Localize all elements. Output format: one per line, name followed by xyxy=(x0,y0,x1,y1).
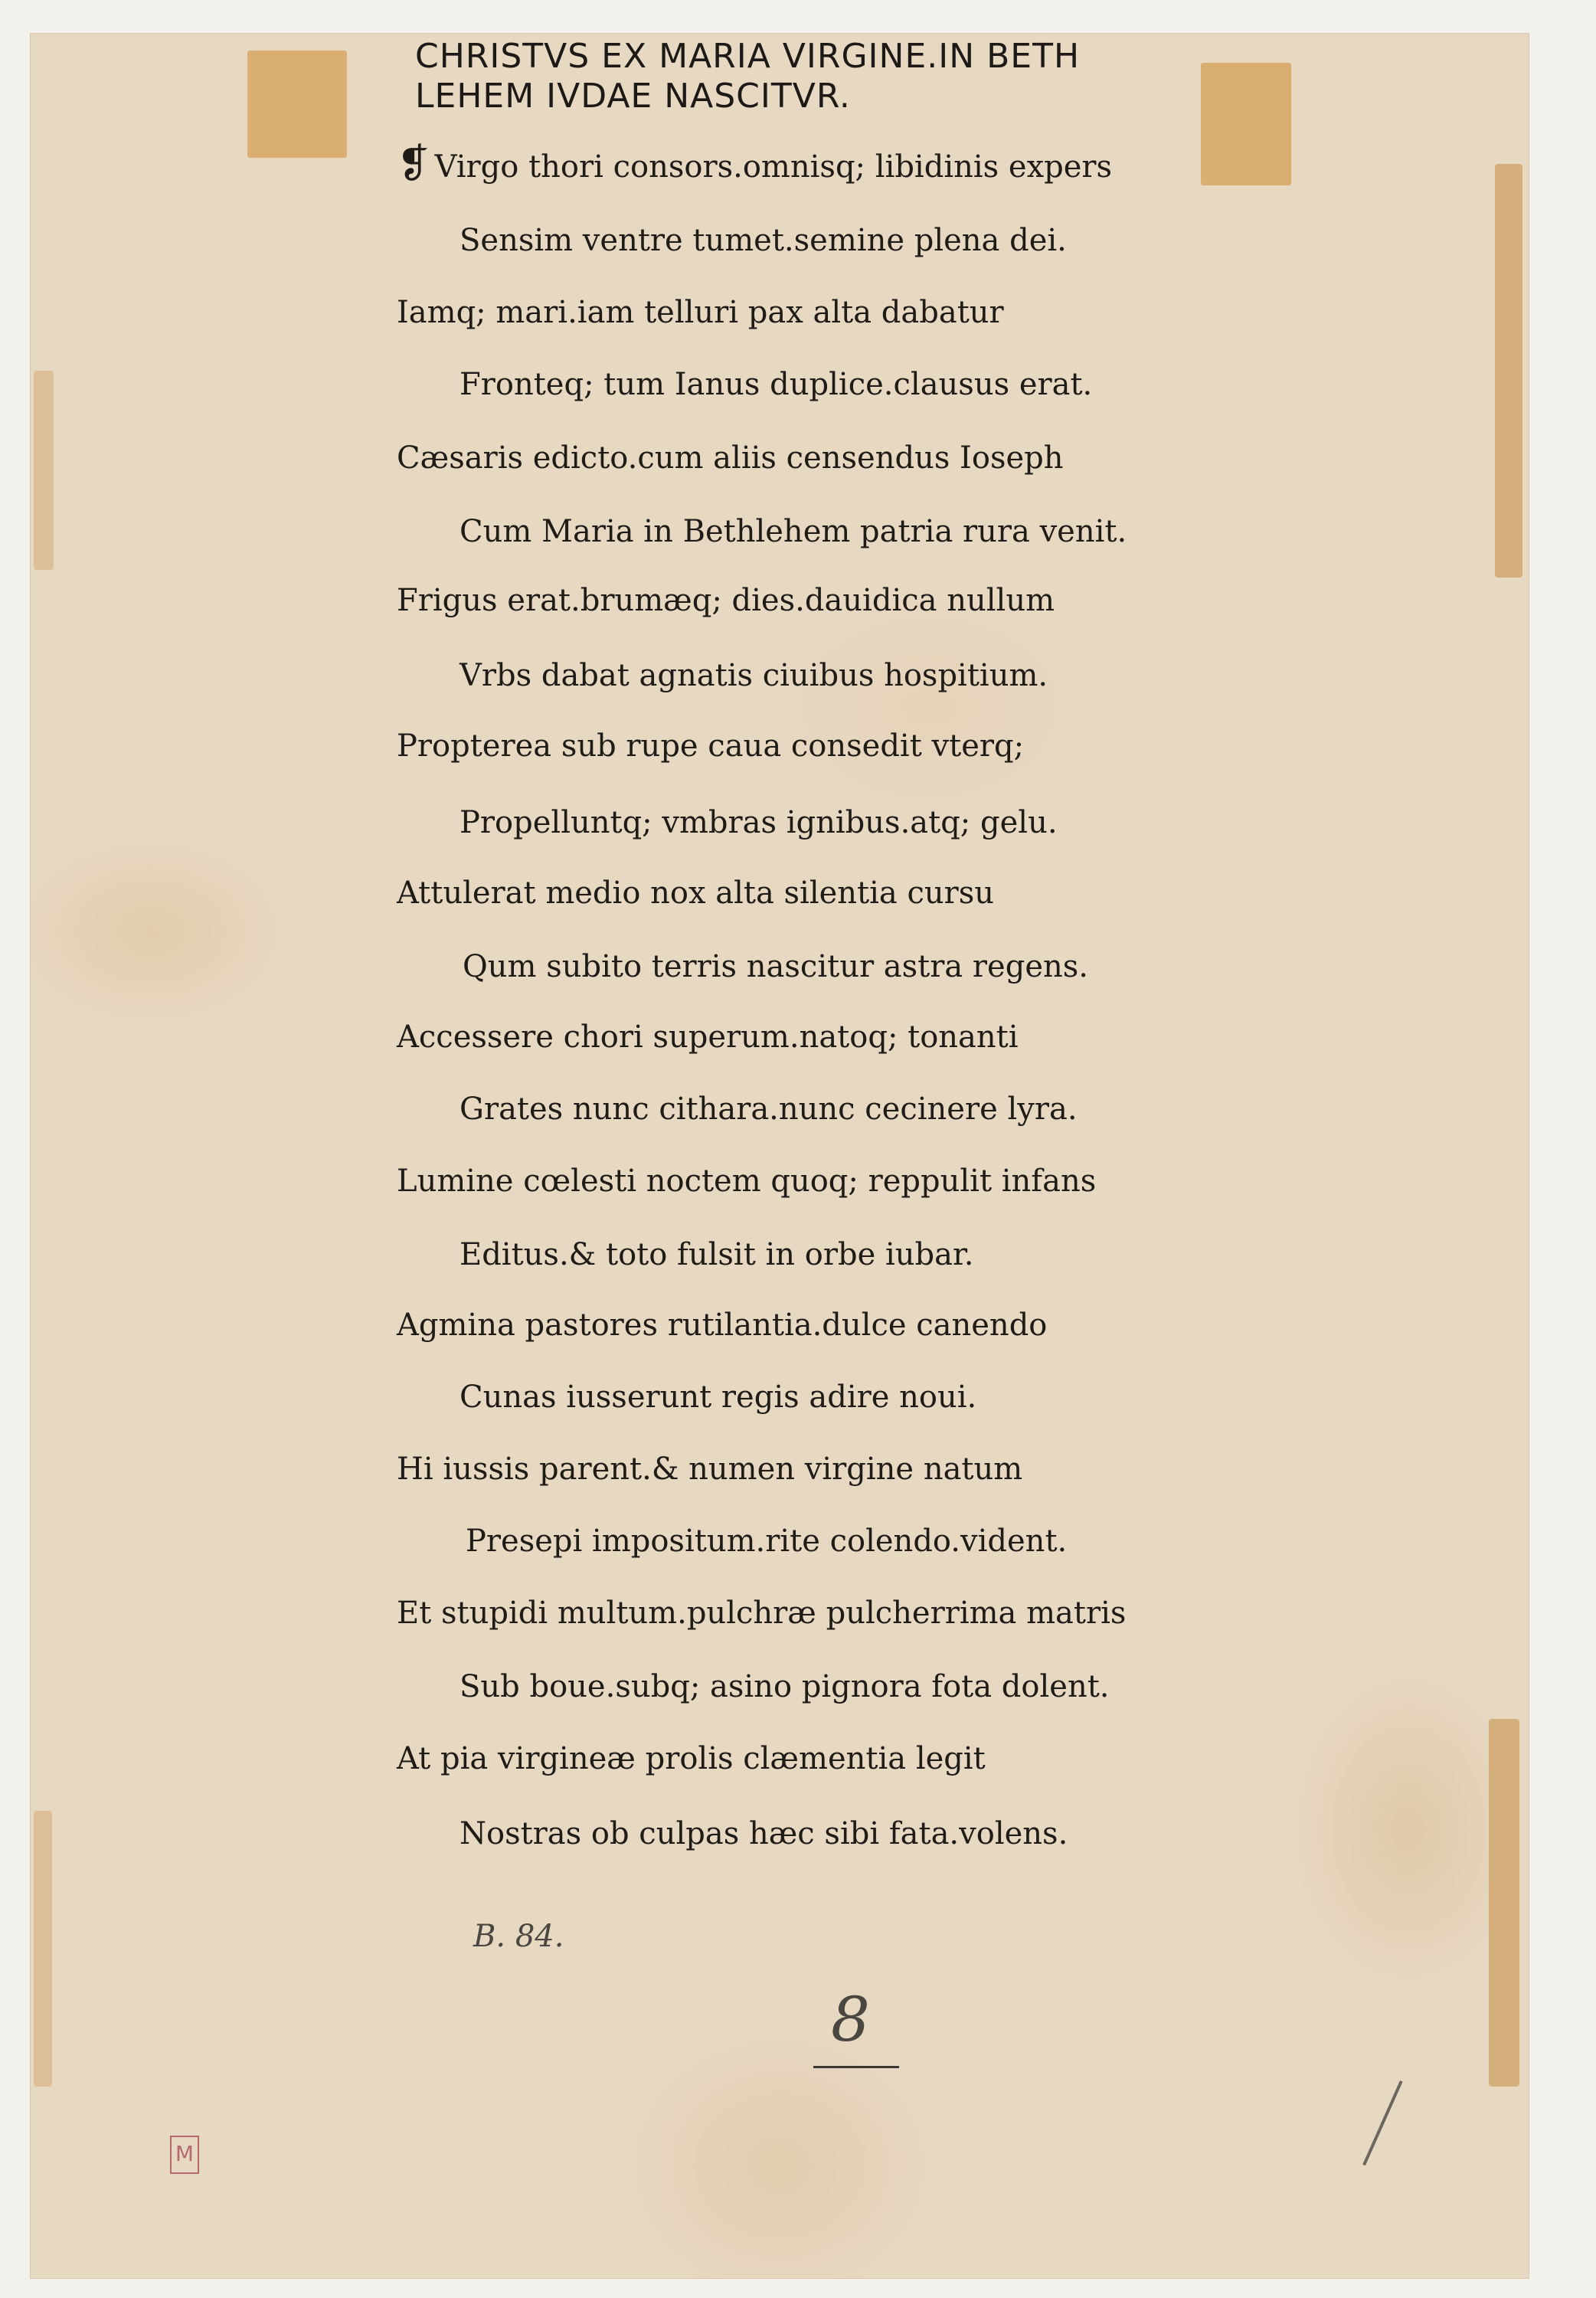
verse-line: Sensim ventre tumet.semine plena dei. xyxy=(460,223,1067,258)
verse-line: Vrbs dabat agnatis ciuibus hospitium. xyxy=(460,658,1048,693)
verse-line: Agmina pastores rutilantia.dulce canendo xyxy=(397,1308,1048,1343)
verse-line: Lumine cœlesti noctem quoq; reppulit infans xyxy=(397,1164,1097,1199)
title-line-2: LEHEM IVDAE NASCITVR. xyxy=(415,77,851,116)
folio-underline xyxy=(813,2066,899,2068)
verse-line: Qum subito terris nascitur astra regens. xyxy=(463,949,1088,984)
verse-line: Hi iussis parent.& numen virgine natum xyxy=(397,1452,1023,1487)
pilcrow-icon: ❡ xyxy=(397,141,430,187)
verse-line: Presepi impositum.rite colendo.vident. xyxy=(466,1524,1068,1559)
verse-line: Cæsaris edicto.cum aliis censendus Ioseph xyxy=(397,440,1064,476)
verse-line: At pia virgineæ prolis clæmentia legit xyxy=(397,1741,986,1776)
verse-line xyxy=(397,141,1113,187)
verse-line: Fronteq; tum Ianus duplice.clausus erat. xyxy=(460,367,1093,402)
verse-line: Sub boue.subq; asino pignora fota dolent. xyxy=(460,1669,1110,1704)
verse-line: Frigus erat.brumæq; dies.dauidica nullum xyxy=(397,583,1055,618)
folio-number: 8 xyxy=(831,1984,870,2055)
verse-line: Editus.& toto fulsit in orbe iubar. xyxy=(460,1237,974,1272)
verse-line: Cunas iusserunt regis adire noui. xyxy=(460,1380,977,1415)
verse-line: Grates nunc cithara.nunc cecinere lyra. xyxy=(460,1092,1078,1127)
verse-line: Nostras ob culpas hæc sibi fata.volens. xyxy=(460,1816,1068,1851)
verse-line: Propelluntq; vmbras ignibus.atq; gelu. xyxy=(460,805,1058,840)
shelfmark-annotation: B. 84. xyxy=(473,1919,564,1954)
verse-line: Et stupidi multum.pulchræ pulcherrima matris xyxy=(397,1596,1127,1631)
verse-line: Iamq; mari.iam telluri pax alta dabatur xyxy=(397,295,1004,330)
verse-line: Cum Maria in Bethlehem patria rura venit. xyxy=(460,514,1127,549)
title-line-1: CHRISTVS EX MARIA VIRGINE.IN BETH xyxy=(415,37,1081,76)
verse-line: Propterea sub rupe caua consedit vterq; xyxy=(397,728,1025,764)
verse-line: Accessere chori superum.natoq; tonanti xyxy=(397,1020,1019,1055)
verse-text: Virgo thori consors.omnisq; libidinis expers xyxy=(434,149,1113,185)
library-stamp: M xyxy=(170,2136,199,2174)
verse-line: Attulerat medio nox alta silentia cursu xyxy=(397,876,995,911)
